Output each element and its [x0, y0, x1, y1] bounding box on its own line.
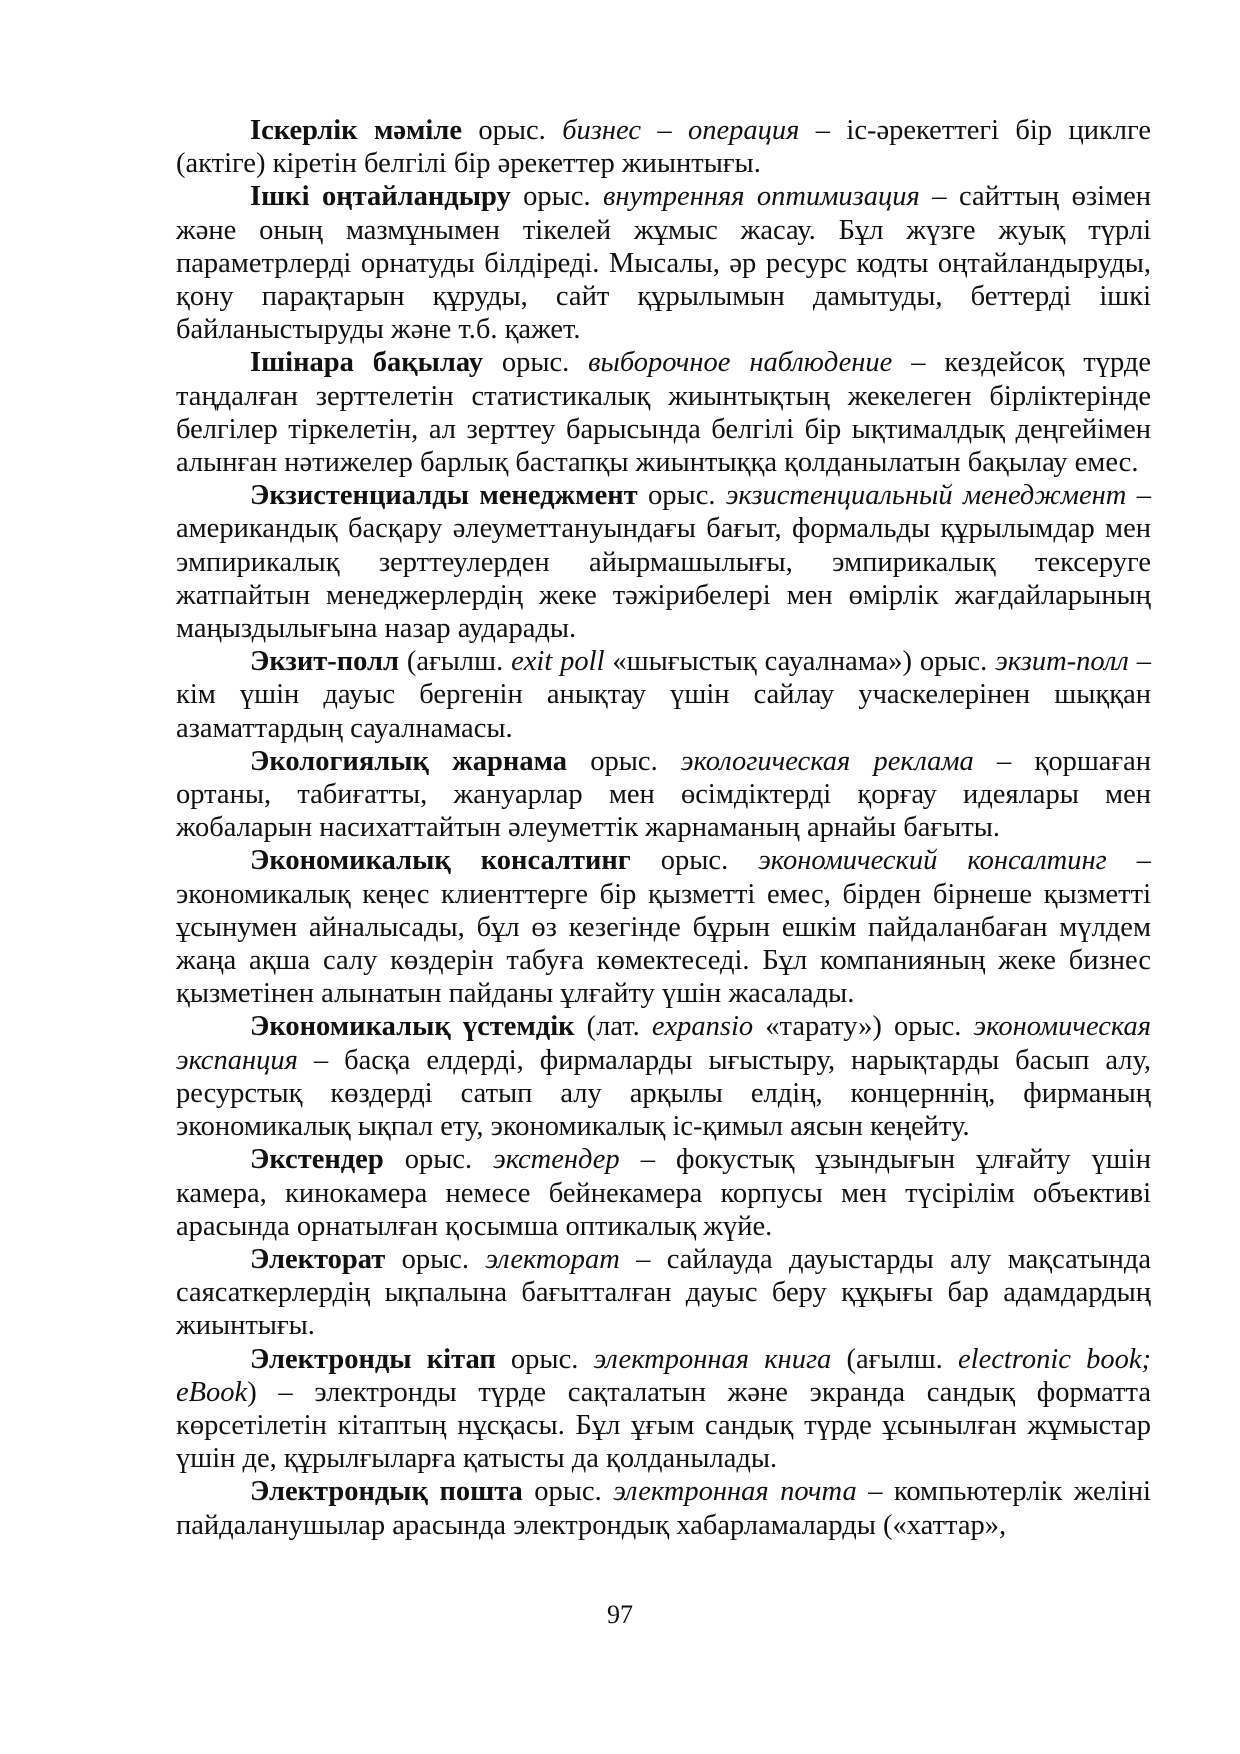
entry-russian-equivalent: электронная книга — [593, 1343, 832, 1375]
entry-english-source: exit poll — [511, 646, 605, 678]
entry-definition: – сайттың өзімен және оның мазмұнымен тікелей жұмыс жасау. Бұл жүзге жуық түрлі параметрлерді орнатуды білдіреді. Мысалы, әр ресурс кодты оңтайландыруды, қону парақтарын құруды, сайт құрылымын дамытуды, беттерді ішкі байланыстыруды және т.б. қажет. — [176, 181, 1152, 346]
entry-text: орыс. — [637, 480, 726, 512]
glossary-entry — [176, 745, 1151, 845]
entry-definition: – американдық басқару әлеуметтануындағы бағыт, формальды құрылымдар мен эмпирикалық зерттеулерден айырмашылығы, эмпирикалық тексеруге жатпайтын менеджерлердің жеке тәжірибелері мен өмірлік жағдайларының маңыздылығына назар аударады. — [176, 480, 1151, 645]
entry-text: «шығыстық сауалнама») орыс. — [604, 646, 996, 678]
entry-text: (ағылш. — [831, 1343, 958, 1375]
entry-russian-equivalent: электорат — [485, 1243, 620, 1275]
entry-russian-equivalent: бизнес – операция — [562, 115, 800, 146]
entry-text: орыс. — [385, 1243, 486, 1275]
document-body — [176, 114, 1151, 1542]
entry-term: Экстендер — [250, 1144, 384, 1176]
glossary-entry — [176, 346, 1151, 479]
entry-definition: – кездейсоқ түрде таңдалған зерттелетін статистикалық жиынтықтың жекелеген бірліктерінде белгілер тіркелетін, ал зерттеу барысында белгілі бір ықтималдық деңгейімен алынған нәтижелер барлық бастапқы жиынтыққа қолданылатын бақылау емес. — [176, 347, 1151, 479]
glossary-entry — [176, 180, 1151, 346]
entry-russian-equivalent: экстендер — [493, 1144, 620, 1176]
entry-term: Ішінара бақылау — [250, 347, 483, 379]
entry-definition: – кім үшін дауыс бергенін анықтау үшін сайлау учаскелерінен шыққан азаматтардың сауалнамасы. — [176, 646, 1151, 744]
entry-term: Экологиялық жарнама — [250, 745, 568, 777]
entry-russian-equivalent: электронная почта — [613, 1476, 857, 1508]
glossary-entry — [176, 645, 1151, 745]
glossary-entry — [176, 1243, 1151, 1343]
entry-russian-equivalent: выборочное наблюдение — [588, 347, 893, 379]
entry-definition: – экономикалық кеңес клиенттерге бір қызметті емес, бірден бірнеше қызметті ұсынумен айналысады, бұл өз кезегінде бұрын ешкім пайдаланбаған мүлдем жаңа ақша салу көздерін табуға көмектеседі. Бұл компанияның жеке бизнес қызметінен алынатын пайданы ұлғайту үшін жасалады. — [176, 845, 1151, 1010]
entry-russian-equivalent: экологическая реклама — [680, 745, 974, 777]
entry-text: орыс. — [482, 347, 589, 379]
entry-term: Электорат — [250, 1243, 386, 1275]
entry-text: орыс. — [567, 745, 681, 777]
entry-text: орыс. — [462, 115, 563, 146]
entry-term: Электрондық пошта — [250, 1476, 523, 1508]
glossary-entry — [176, 1475, 1151, 1541]
entry-latin-source: expansio — [651, 1011, 754, 1043]
entry-term: Ішкі оңтайландыру — [250, 181, 511, 213]
entry-russian-equivalent: экономический консалтинг — [758, 845, 1107, 877]
entry-text: орыс. — [495, 1343, 594, 1375]
entry-text: орыс. — [383, 1144, 494, 1176]
entry-text: (ағылш. — [399, 646, 512, 678]
entry-text: (лат. — [574, 1011, 652, 1043]
entry-term: Экзистенциалды менеджмент — [250, 480, 638, 512]
entry-term: Экономикалық консалтинг — [250, 845, 631, 877]
entry-definition: – іс-әрекеттегі бір циклге (актіге) кіретін белгілі бір әрекеттер жиынтығы. — [176, 115, 1151, 180]
entry-definition: – қоршаған ортаны, табиғатты, жануарлар мен өсімдіктерді қорғау идеялары мен жобаларын насихаттайтын әлеуметтік жарнаманың арнайы бағыты. — [176, 745, 1152, 844]
entry-definition: ) – электронды түрде сақталатын және экранда сандық форматта көрсетілетін кітаптың нұсқасы. Бұл ұғым сандық түрде ұсынылған жұмыстар үшін де, құрылғыларға қатысты да қолданылады. — [176, 1376, 1151, 1475]
glossary-entry — [176, 479, 1151, 645]
entry-text: «тарату») орыс. — [753, 1011, 974, 1043]
entry-text: орыс. — [522, 1476, 614, 1508]
entry-english-source: electronic book; eBook — [176, 1343, 1151, 1408]
entry-definition: – басқа елдерді, фирмаларды ығыстыру, нарықтарды басып алу, ресурстық көздерді сатып алу арқылы елдің, концерннің, фирманың экономикалық ықпал ету, экономикалық іс-қимыл аясын кеңейту. — [176, 1044, 1151, 1143]
entry-term: Экономикалық үстемдік — [250, 1011, 575, 1043]
glossary-entry — [176, 114, 1151, 180]
entry-russian-equivalent: внутренняя оптимизация — [603, 181, 920, 213]
glossary-entry — [176, 1343, 1151, 1476]
glossary-entry — [176, 1010, 1151, 1143]
entry-text: орыс. — [630, 845, 759, 877]
entry-definition: – фокустық ұзындығын ұлғайту үшін камера, кинокамера немесе бейнекамера корпусы мен түсірілім объективі арасында орнатылған қосымша оптикалық жүйе. — [176, 1144, 1151, 1242]
entry-russian-equivalent: экзит-полл — [995, 646, 1129, 678]
page-number: 97 — [607, 1600, 633, 1629]
glossary-entry — [176, 1143, 1151, 1243]
entry-russian-equivalent: экономическая экспанция — [176, 1011, 1151, 1076]
entry-definition: – компьютерлік желіні пайдаланушылар арасында электрондық хабарламаларды («хаттар», — [176, 1476, 1151, 1541]
entry-term: Электронды кітап — [250, 1343, 496, 1375]
entry-definition: – сайлауда дауыстарды алу мақсатында саясаткерлердің ықпалына бағытталған дауыс беру құқығы бар адамдардың жиынтығы. — [176, 1243, 1151, 1342]
glossary-entry — [176, 844, 1151, 1010]
entry-term: Экзит-полл — [250, 646, 400, 678]
entry-term: Іскерлік мәміле — [250, 115, 462, 146]
entry-russian-equivalent: экзистенциальный менеджмент — [725, 480, 1127, 512]
entry-text: орыс. — [510, 181, 604, 213]
